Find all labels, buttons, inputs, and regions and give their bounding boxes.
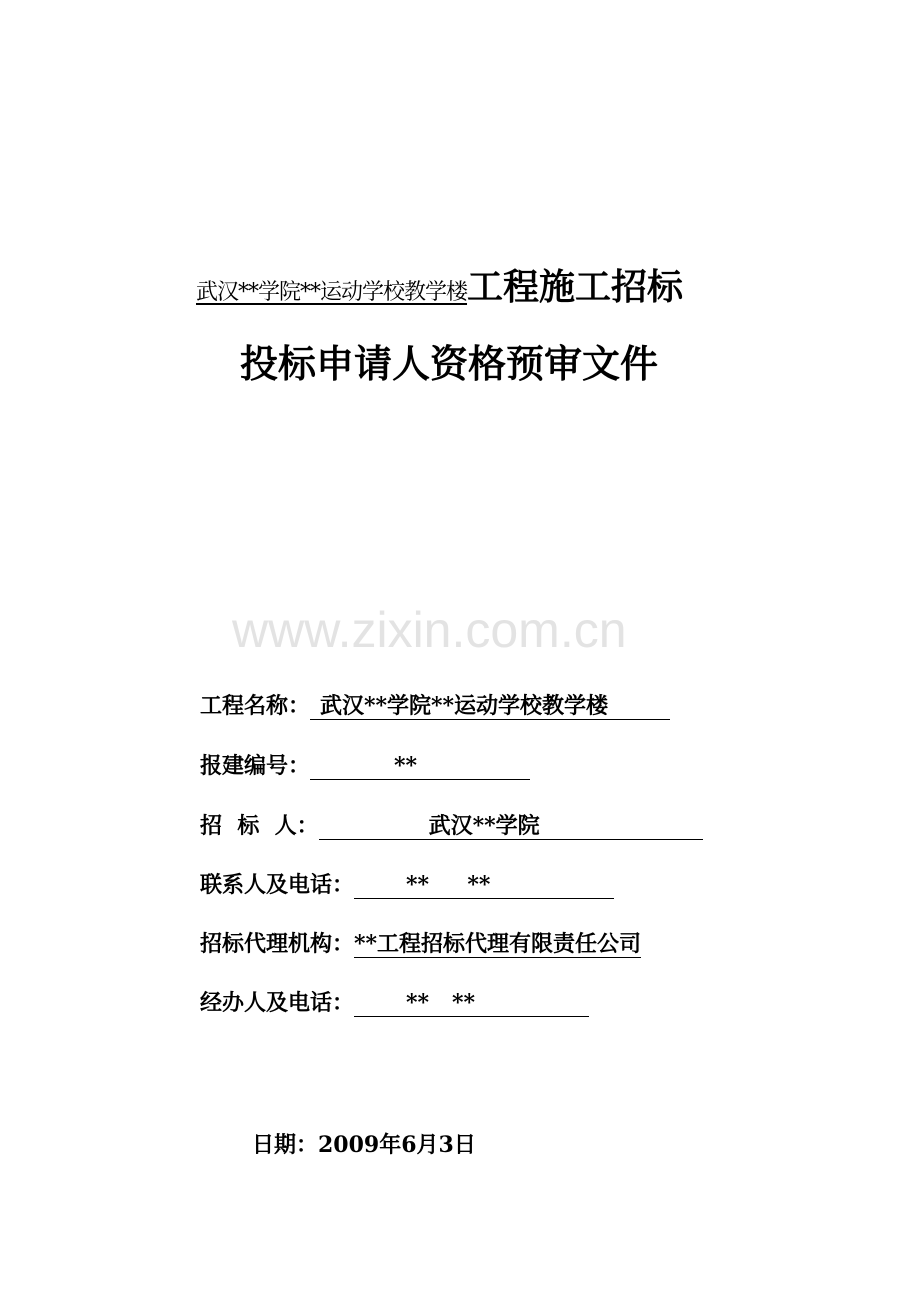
handler-row [200, 987, 589, 1017]
agency-label: 招标代理机构： [200, 931, 355, 957]
handler-value: ** ** [354, 991, 589, 1017]
title-suffix: 工程施工招标 [467, 267, 684, 308]
agency-row [200, 928, 641, 958]
project-name-row [200, 690, 670, 720]
contact-label: 联系人及电话： [200, 872, 355, 898]
contact-row [200, 869, 614, 899]
title-project-name: 武汉**学院**运动学校教学楼 [196, 280, 468, 305]
title-line-1 [196, 267, 684, 308]
tenderer-row [200, 810, 703, 840]
project-name-value: 武汉**学院**运动学校教学楼 [310, 694, 670, 720]
document-date: 日期：2009年6月3日 [252, 1132, 476, 1158]
project-name-label: 工程名称： [200, 693, 311, 719]
tenderer-value: 武汉**学院 [319, 814, 703, 840]
handler-label: 经办人及电话： [200, 990, 355, 1016]
agency-value: **工程招标代理有限责任公司 [354, 930, 642, 957]
registration-row [200, 750, 530, 780]
tenderer-label: 招 标 人： [200, 813, 319, 839]
registration-value: ** [310, 754, 530, 780]
registration-label: 报建编号： [200, 753, 311, 779]
watermark: www.zixin.com.cn [232, 602, 627, 658]
document-subtitle: 投标申请人资格预审文件 [240, 342, 659, 386]
contact-value: ** ** [354, 873, 614, 899]
